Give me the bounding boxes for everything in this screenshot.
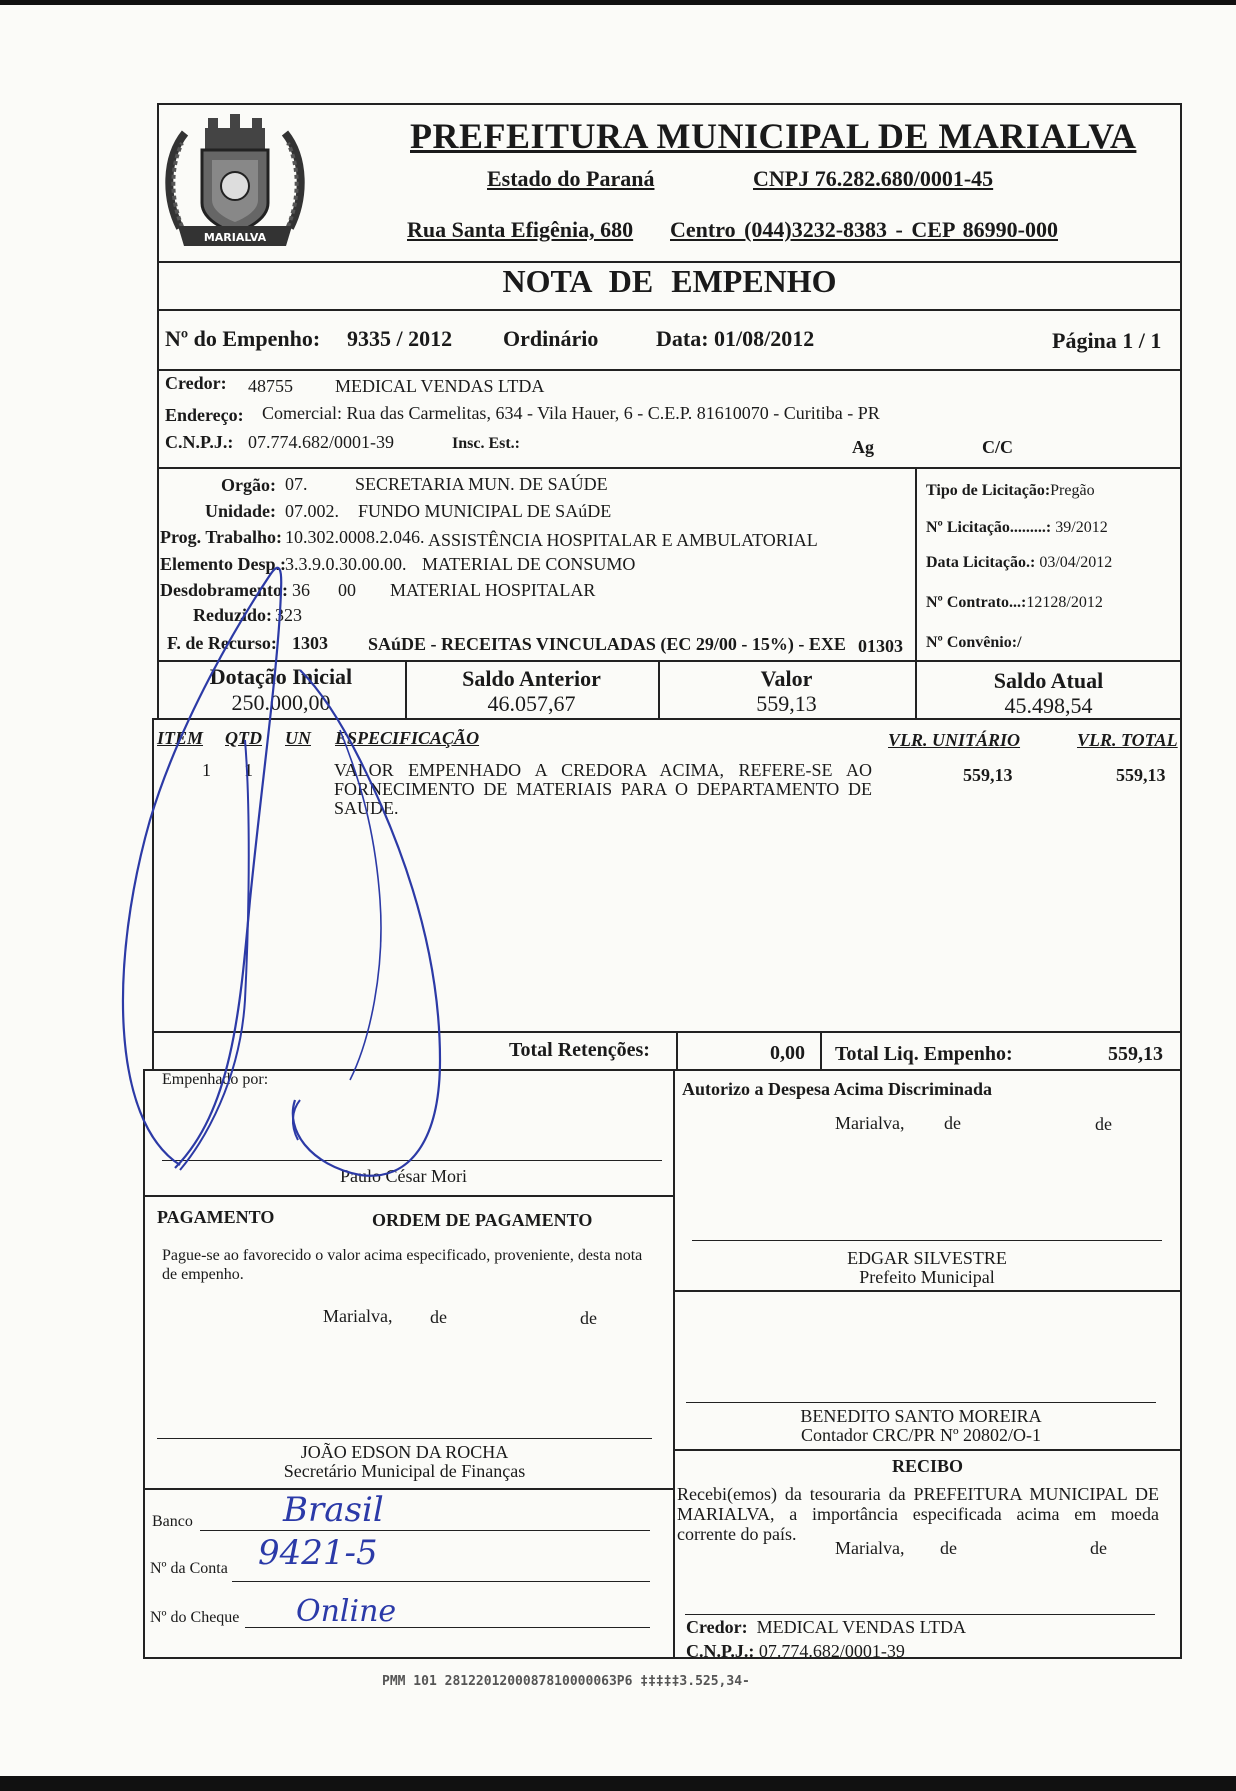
recurso-code: 1303 bbox=[292, 633, 328, 653]
licitacao-data bbox=[926, 554, 1112, 572]
recibo-credor-value: MEDICAL VENDAS LTDA bbox=[756, 1617, 966, 1637]
total-liq-value: 559,13 bbox=[1108, 1043, 1163, 1065]
licitacao-num bbox=[926, 519, 1108, 537]
contrato bbox=[926, 594, 1103, 612]
items-col-vlr-unit: VLR. UNITÁRIO bbox=[888, 730, 1021, 750]
valor-value: 559,13 bbox=[756, 691, 817, 716]
items-col-espec: ESPECIFICAÇÃO bbox=[335, 728, 480, 748]
prog-trabalho-code: 10.302.0008.2.046. bbox=[285, 527, 425, 547]
recibo-credor-label: Credor: bbox=[686, 1617, 748, 1637]
licitacao-num-label: Nº Licitação.........: bbox=[926, 519, 1052, 536]
autorizo-de-1: de bbox=[944, 1113, 961, 1133]
secretario-role: Secretário Municipal de Finanças bbox=[283, 1461, 526, 1481]
convenio-label: Nº Convênio:/ bbox=[926, 634, 1022, 651]
empenhado-signature-line bbox=[162, 1160, 662, 1161]
items-col-vlr-total: VLR. TOTAL bbox=[1077, 730, 1178, 750]
recibo-cnpj bbox=[686, 1641, 905, 1662]
autorizo-marialva: Marialva, bbox=[835, 1113, 905, 1133]
reduzido-label: Reduzido: bbox=[192, 605, 272, 625]
pagamento-label: PAGAMENTO bbox=[157, 1207, 275, 1227]
saldo-anterior-value: 46.057,67 bbox=[487, 691, 576, 716]
pagamento-de-1: de bbox=[430, 1307, 447, 1327]
empenho-number-label: Nº do Empenho: bbox=[165, 326, 321, 351]
recurso-label: F. de Recurso: bbox=[167, 633, 277, 653]
item-row-number: 1 bbox=[202, 760, 211, 780]
lower-right-divider-1 bbox=[673, 1290, 1182, 1292]
desdobramento-name: MATERIAL HOSPITALAR bbox=[390, 580, 596, 600]
licitacao-data-label: Data Licitação.: bbox=[926, 554, 1036, 571]
items-col-un: UN bbox=[285, 728, 311, 748]
empenho-type: Ordinário bbox=[503, 326, 599, 351]
pagamento-text: Pague-se ao favorecido o valor acima especificado, proveniente, desta nota de empenho. bbox=[162, 1247, 643, 1283]
cheque-label: Nº do Cheque bbox=[150, 1609, 240, 1626]
recibo-credor bbox=[686, 1617, 966, 1638]
dotacao-label: Dotação Inicial bbox=[209, 664, 353, 689]
conta-handwritten-value: 9421-5 bbox=[258, 1533, 378, 1573]
licitacao-tipo bbox=[926, 482, 1095, 500]
prog-trabalho-name: ASSISTÊNCIA HOSPITALAR E AMBULATORIAL bbox=[428, 530, 818, 550]
banco-handwritten-value: Brasil bbox=[283, 1490, 384, 1530]
desdobramento-code: 36 bbox=[292, 580, 310, 600]
doc-title: NOTA DE EMPENHO bbox=[502, 263, 837, 299]
contador-name: BENEDITO SANTO MOREIRA bbox=[800, 1406, 1042, 1426]
header-contact: Centro (044)3232-8383 - CEP 86990-000 bbox=[670, 217, 1058, 242]
recibo-text: Recebi(emos) da tesouraria da PREFEITURA MUNICIPAL DE MARIALVA, a importância especificada acima em moeda corrente do país. bbox=[677, 1484, 1159, 1544]
empenhado-por-label: Empenhado por: bbox=[162, 1071, 269, 1088]
footer-code: PMM 101 2812201200087810000063P6 ‡‡‡‡‡3.525,34- bbox=[382, 1674, 750, 1689]
credor-code: 48755 bbox=[248, 376, 293, 396]
budget-divider bbox=[915, 467, 917, 662]
unidade-code: 07.002. bbox=[285, 501, 339, 521]
elemento-name: MATERIAL DE CONSUMO bbox=[422, 554, 636, 574]
recibo-marialva: Marialva, bbox=[835, 1538, 905, 1558]
saldo-atual-value: 45.498,54 bbox=[1004, 693, 1093, 718]
desdobramento-label: Desdobramento: bbox=[160, 580, 288, 600]
cnpj-label: C.N.P.J.: bbox=[165, 432, 234, 452]
cheque-handwritten-value: Online bbox=[296, 1594, 397, 1629]
lower-left-divider-1 bbox=[143, 1195, 674, 1197]
header-cnpj: CNPJ 76.282.680/0001-45 bbox=[753, 166, 994, 191]
item-row-vlr-total: 559,13 bbox=[1116, 765, 1166, 785]
insc-est-label: Insc. Est.: bbox=[452, 435, 521, 452]
secretario-signature-line bbox=[157, 1438, 652, 1439]
conta-line bbox=[232, 1581, 650, 1582]
lower-right-divider-2 bbox=[673, 1449, 1182, 1451]
scan-border-top bbox=[0, 0, 1236, 5]
orgao-code: 07. bbox=[285, 474, 308, 494]
empenho-date: Data: 01/08/2012 bbox=[656, 326, 815, 351]
autorizo-de-2: de bbox=[1095, 1114, 1112, 1134]
recibo-cnpj-label: C.N.P.J.: bbox=[686, 1641, 755, 1661]
pagamento-de-2: de bbox=[580, 1308, 597, 1328]
conta-label: Nº da Conta bbox=[150, 1560, 228, 1577]
unidade-label: Unidade: bbox=[204, 501, 276, 521]
orgao-label: Orgão: bbox=[221, 475, 276, 495]
totals-divider-1 bbox=[676, 1031, 678, 1071]
saldo-anterior-label: Saldo Anterior bbox=[462, 666, 601, 691]
credor-name: MEDICAL VENDAS LTDA bbox=[335, 376, 545, 396]
ordem-pagamento-label: ORDEM DE PAGAMENTO bbox=[372, 1210, 593, 1230]
pagamento-marialva: Marialva, bbox=[323, 1306, 393, 1326]
empenho-number: 9335 / 2012 bbox=[347, 326, 453, 351]
retencoes-label: Total Retenções: bbox=[509, 1039, 650, 1061]
elemento-code: 3.3.9.0.30.00.00. bbox=[285, 554, 407, 574]
ag-label: Ag bbox=[852, 437, 874, 457]
header-address: Rua Santa Efigênia, 680 bbox=[407, 217, 634, 242]
items-col-qtd: QTD bbox=[225, 728, 262, 748]
banco-label: Banco bbox=[152, 1513, 193, 1530]
page-indicator: Página 1 / 1 bbox=[1052, 328, 1162, 353]
recibo-title: RECIBO bbox=[891, 1456, 963, 1476]
recibo-de-2: de bbox=[1090, 1538, 1107, 1558]
scan-border-bottom bbox=[0, 1776, 1236, 1791]
contador-signature-line bbox=[686, 1402, 1156, 1403]
item-row-qtd: 1 bbox=[244, 760, 253, 780]
contador-role: Contador CRC/PR Nº 20802/O-1 bbox=[800, 1425, 1042, 1445]
unidade-name: FUNDO MUNICIPAL DE SAúDE bbox=[358, 501, 612, 521]
saldo-atual-label: Saldo Atual bbox=[993, 668, 1104, 693]
prog-trabalho-label: Prog. Trabalho: bbox=[160, 527, 283, 547]
secretario-name: JOÃO EDSON DA ROCHA bbox=[300, 1442, 509, 1462]
autorizo-label: Autorizo a Despesa Acima Discriminada bbox=[682, 1079, 992, 1099]
elemento-label: Elemento Desp.: bbox=[160, 554, 286, 574]
svg-text:MARIALVA: MARIALVA bbox=[203, 231, 267, 244]
licitacao-tipo-label: Tipo de Licitação: bbox=[926, 482, 1051, 499]
banco-line bbox=[200, 1530, 650, 1531]
contrato-value: 12128/2012 bbox=[1026, 594, 1103, 611]
contrato-label: Nº Contrato...: bbox=[926, 594, 1027, 611]
recibo-signature-line bbox=[685, 1614, 1155, 1615]
reduzido-value: 323 bbox=[275, 605, 302, 625]
recurso-ref: 01303 bbox=[858, 636, 903, 656]
prefeito-signature-line bbox=[692, 1240, 1162, 1241]
licitacao-tipo-value: Pregão bbox=[1050, 482, 1095, 499]
item-row-vlr-unit: 559,13 bbox=[963, 765, 1013, 785]
recibo-cnpj-value: 07.774.682/0001-39 bbox=[758, 1641, 905, 1661]
credor-label: Credor: bbox=[165, 373, 227, 393]
licitacao-num-value: 39/2012 bbox=[1055, 519, 1108, 536]
cnpj-value: 07.774.682/0001-39 bbox=[248, 432, 394, 452]
licitacao-data-value: 03/04/2012 bbox=[1039, 554, 1113, 571]
prefeito-name: EDGAR SILVESTRE bbox=[847, 1248, 1007, 1268]
header-title: PREFEITURA MUNICIPAL DE MARIALVA bbox=[410, 116, 1137, 156]
recibo-de-1: de bbox=[940, 1538, 957, 1558]
orgao-name: SECRETARIA MUN. DE SAÚDE bbox=[355, 474, 608, 494]
lower-vertical-divider bbox=[673, 1069, 675, 1659]
header-state: Estado do Paraná bbox=[487, 166, 655, 191]
dotacao-value: 250.000,00 bbox=[231, 690, 331, 715]
cc-label: C/C bbox=[982, 437, 1013, 457]
totals-box bbox=[152, 1031, 1182, 1071]
prefeito-role: Prefeito Municipal bbox=[859, 1267, 995, 1287]
endereco-label: Endereço: bbox=[165, 405, 244, 425]
items-col-item: ITEM bbox=[157, 728, 204, 748]
endereco-value: Comercial: Rua das Carmelitas, 634 - Vila Hauer, 6 - C.E.P. 81610070 - Curitiba - PR bbox=[262, 403, 880, 423]
item-row-espec: VALOR EMPENHADO A CREDORA ACIMA, REFERE-SE AO FORNECIMENTO DE MATERIAIS PARA O DEPARTAMENTO DE SAUDE. bbox=[334, 760, 872, 818]
desdobramento-subcode: 00 bbox=[338, 580, 356, 600]
retencoes-value: 0,00 bbox=[770, 1042, 805, 1064]
total-liq-label: Total Liq. Empenho: bbox=[835, 1043, 1013, 1065]
lower-left-divider-2 bbox=[143, 1488, 674, 1490]
municipal-crest-icon bbox=[160, 108, 310, 258]
empenhado-name: Paulo César Mori bbox=[340, 1166, 467, 1186]
recurso-name: SAúDE - RECEITAS VINCULADAS (EC 29/00 - 15%) - EXE bbox=[368, 634, 846, 654]
totals-divider-2 bbox=[820, 1031, 822, 1071]
valor-label: Valor bbox=[760, 666, 813, 691]
